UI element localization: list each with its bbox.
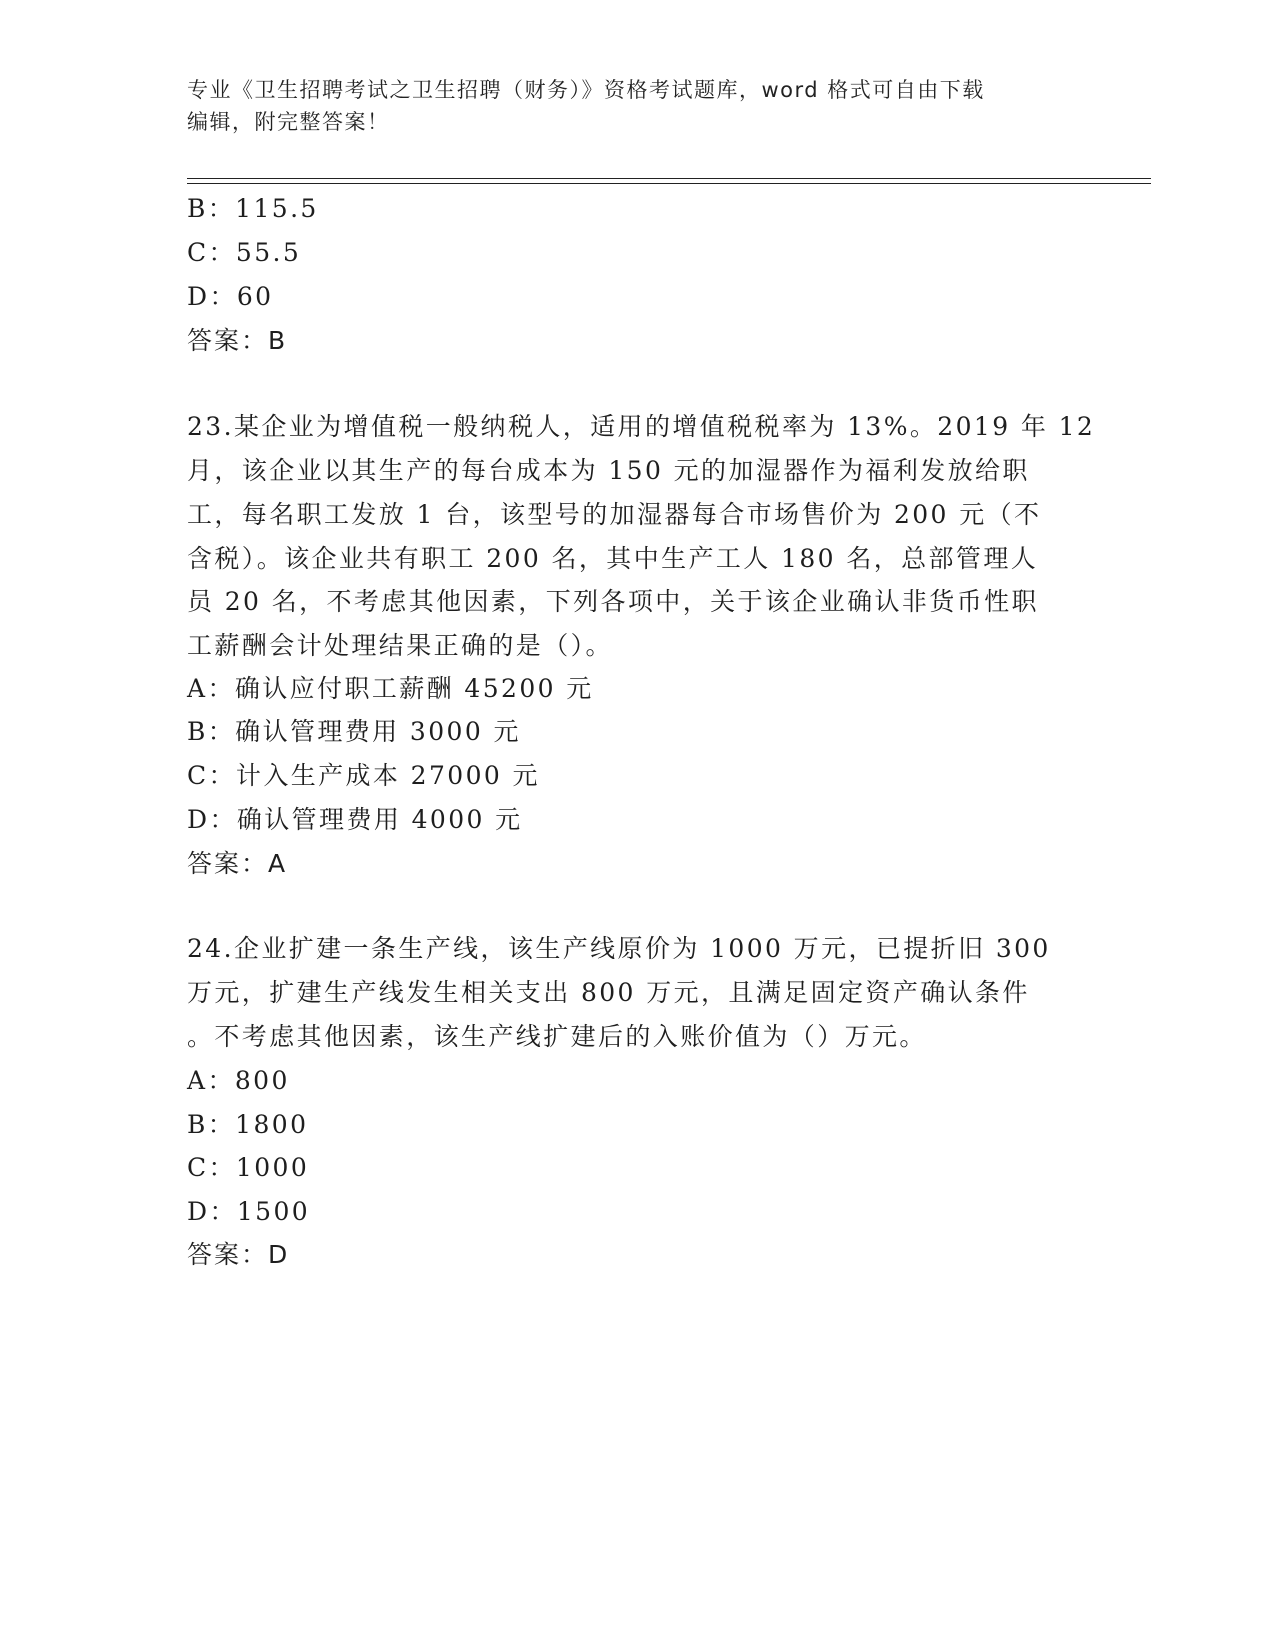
header-line-1: 专业《卫生招聘考试之卫生招聘（财务）》资格考试题库，word 格式可自由下载 (187, 78, 985, 102)
q23-answer: 答案：A (187, 849, 288, 878)
q24-stem-line-2: 万元，扩建生产线发生相关支出 800 万元，且满足固定资产确认条件 (187, 978, 1030, 1007)
q23-option-c: C：计入生产成本 27000 元 (187, 761, 540, 790)
q23-stem-line-1: 23.某企业为增值税一般纳税人，适用的增值税税率为 13%。2019 年 12 (187, 412, 1096, 441)
q24-stem-line-3: 。不考虑其他因素，该生产线扩建后的入账价值为（）万元。 (187, 1022, 927, 1051)
q23-stem-line-2: 月，该企业以其生产的每台成本为 150 元的加湿器作为福利发放给职 (187, 456, 1030, 485)
q24-answer: 答案：D (187, 1240, 290, 1269)
q22-option-c: C：55.5 (187, 238, 302, 267)
header-divider-bottom (187, 183, 1151, 184)
q24-option-c: C：1000 (187, 1153, 310, 1182)
q23-option-b: B：确认管理费用 3000 元 (187, 717, 521, 746)
q22-answer: 答案：B (187, 326, 288, 355)
q23-stem-line-4: 含税）。该企业共有职工 200 名，其中生产工人 180 名，总部管理人 (187, 544, 1039, 573)
q23-stem-line-3: 工，每名职工发放 1 台，该型号的加湿器每合市场售价为 200 元（不 (187, 500, 1042, 529)
q24-option-b: B：1800 (187, 1110, 309, 1139)
q23-stem-line-5: 员 20 名，不考虑其他因素，下列各项中，关于该企业确认非货币性职 (187, 587, 1039, 616)
q23-option-d: D：确认管理费用 4000 元 (187, 805, 523, 834)
page-header (187, 74, 1067, 138)
header-divider-top (187, 178, 1151, 179)
q24-option-d: D：1500 (187, 1197, 311, 1226)
q22-option-b: B：115.5 (187, 194, 319, 223)
q23-option-a: A：确认应付职工薪酬 45200 元 (187, 674, 594, 703)
q22-option-d: D：60 (187, 282, 274, 311)
q24-option-a: A：800 (187, 1066, 290, 1095)
q24-stem-line-1: 24.企业扩建一条生产线，该生产线原价为 1000 万元，已提折旧 300 (187, 934, 1051, 963)
header-line-2: 编辑，附完整答案！ (187, 110, 390, 134)
q23-stem-line-6: 工薪酬会计处理结果正确的是（）。 (187, 631, 613, 660)
